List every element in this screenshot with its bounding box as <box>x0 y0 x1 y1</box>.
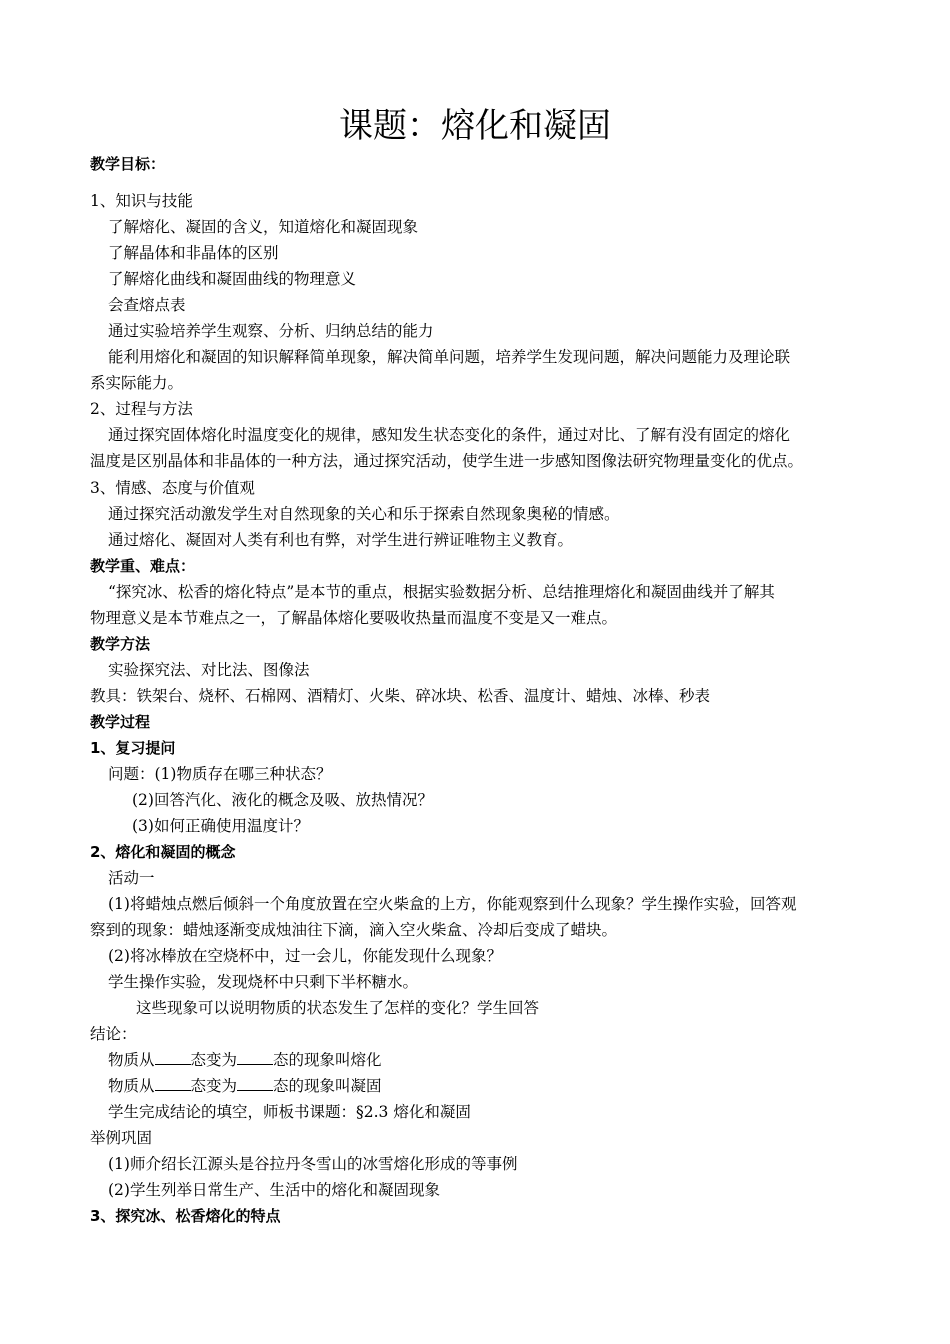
activity-label: 活动一 <box>108 869 155 887</box>
examples-label: 举例巩固 <box>90 1129 153 1147</box>
knowledge-item: 通过实验培养学生观察、分析、归纳总结的能力 <box>108 322 434 340</box>
activity-step-cont: 察到的现象：蜡烛逐渐变成烛油往下滴，滴入空火柴盒、冷却后变成了蜡块。 <box>90 921 618 939</box>
methods-heading: 教学方法 <box>90 635 151 653</box>
attitude-heading: 3、情感、态度与价值观 <box>90 479 255 497</box>
attitude-item: 通过探究活动激发学生对自然现象的关心和乐于探索自然现象奥秘的情感。 <box>108 505 620 523</box>
knowledge-item: 了解晶体和非晶体的区别 <box>108 244 279 262</box>
review-question: (3)如何正确使用温度计？ <box>132 817 309 835</box>
methods-text: 实验探究法、对比法、图像法 <box>108 661 310 679</box>
process-method-paragraph-cont: 温度是区别晶体和非晶体的一种方法，通过探究活动，使学生进一步感知图像法研究物理量变化的优点。 <box>90 452 804 470</box>
board-note: 学生完成结论的填空，师板书课题：§2.3 熔化和凝固 <box>108 1103 471 1121</box>
knowledge-heading: 1、知识与技能 <box>90 192 193 210</box>
activity-step: (1)将蜡烛点燃后倾斜一个角度放置在空火柴盒的上方，你能观察到什么现象？学生操作实验，回答观 <box>108 895 797 913</box>
teaching-process-heading: 教学过程 <box>90 713 151 731</box>
review-question: 问题：(1)物质存在哪三种状态？ <box>108 765 332 783</box>
key-points-heading: 教学重、难点： <box>90 557 196 575</box>
review-heading: 1、复习提问 <box>90 739 176 757</box>
conclusion-label: 结论： <box>90 1025 137 1043</box>
objectives-heading: 教学目标： <box>90 155 166 173</box>
process-method-heading: 2、过程与方法 <box>90 400 193 418</box>
process-method-paragraph: 通过探究固体熔化时温度变化的规律，感知发生状态变化的条件，通过对比、了解有没有固定的熔化 <box>108 426 791 444</box>
tools-text: 教具：铁架台、烧杯、石棉网、酒精灯、火柴、碎冰块、松香、温度计、蜡烛、冰棒、秒表 <box>90 687 711 705</box>
activity-step: (2)将冰棒放在空烧杯中，过一会儿，你能发现什么现象？ <box>108 947 502 965</box>
concept-heading: 2、熔化和凝固的概念 <box>90 843 236 861</box>
fill-blank <box>155 1050 191 1065</box>
fill-blank <box>237 1050 273 1065</box>
knowledge-item: 了解熔化、凝固的含义，知道熔化和凝固现象 <box>108 218 419 236</box>
knowledge-item: 会查熔点表 <box>108 296 186 314</box>
knowledge-paragraph-cont: 系实际能力。 <box>90 374 184 392</box>
page-title: 课题：熔化和凝固 <box>339 106 611 146</box>
fill-blank <box>155 1076 191 1091</box>
key-points-paragraph-cont: 物理意义是本节难点之一，了解晶体熔化要吸收热量而温度不变是又一难点。 <box>90 609 618 627</box>
solidification-definition: 物质从 态变为 态的现象叫凝固 <box>108 1077 382 1095</box>
attitude-item: 通过熔化、凝固对人类有利也有弊，对学生进行辨证唯物主义教育。 <box>108 531 574 549</box>
activity-step: 学生操作实验，发现烧杯中只剩下半杯糖水。 <box>108 973 419 991</box>
example-item: (1)师介绍长江源头是谷拉丹冬雪山的冰雪熔化形成的等事例 <box>108 1155 518 1173</box>
example-item: (2)学生列举日常生产、生活中的熔化和凝固现象 <box>108 1181 440 1199</box>
key-points-paragraph: “探究冰、松香的熔化特点”是本节的重点，根据实验数据分析、总结推理熔化和凝固曲线并了解其 <box>108 583 775 601</box>
knowledge-paragraph: 能利用熔化和凝固的知识解释简单现象，解决简单问题，培养学生发现问题，解决问题能力及理论联 <box>108 348 791 366</box>
review-question: (2)回答汽化、液化的概念及吸、放热情况？ <box>132 791 433 809</box>
fill-blank <box>237 1076 273 1091</box>
knowledge-item: 了解熔化曲线和凝固曲线的物理意义 <box>108 270 357 288</box>
activity-question: 这些现象可以说明物质的状态发生了怎样的变化？学生回答 <box>136 999 540 1017</box>
melting-definition: 物质从 态变为 态的现象叫熔化 <box>108 1051 382 1069</box>
explore-heading: 3、探究冰、松香熔化的特点 <box>90 1207 281 1225</box>
